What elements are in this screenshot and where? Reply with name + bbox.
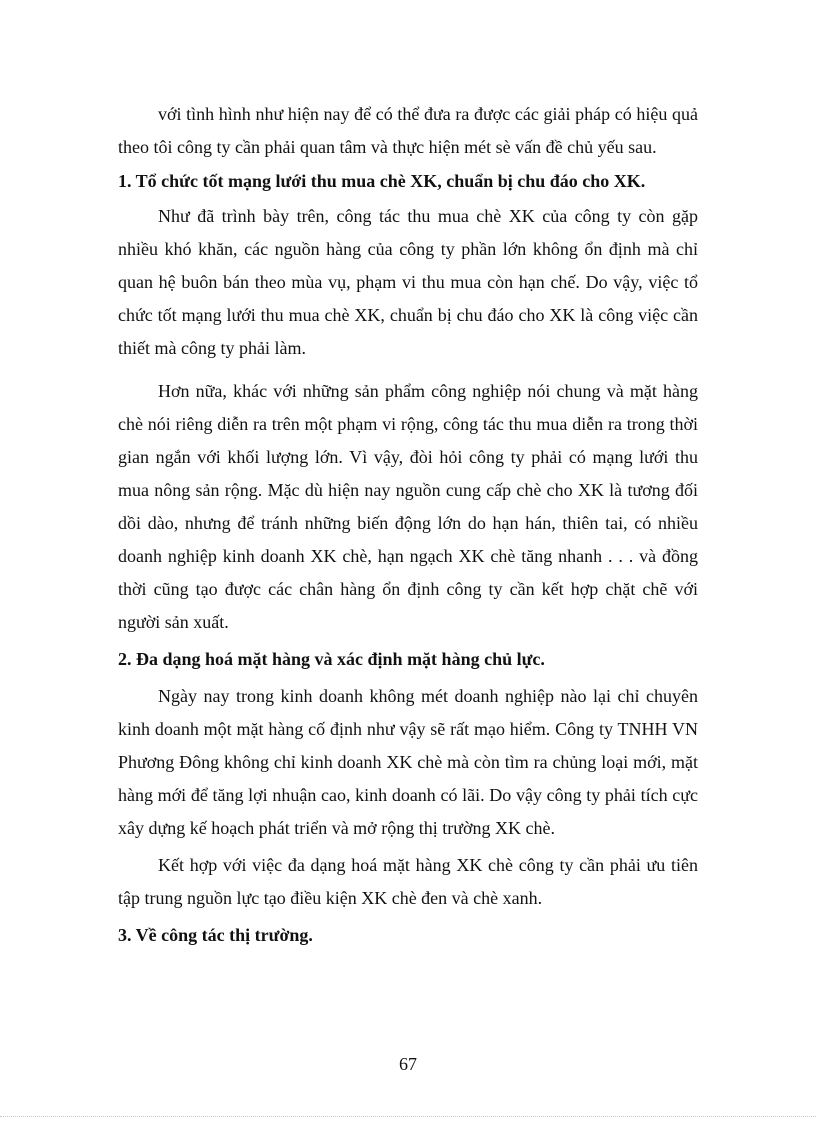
paragraph-priority-products: Kết hợp với việc đa dạng hoá mặt hàng XK chè công ty cần phải ưu tiên tập trung nguồn lực tạo điều kiện XK chè đen và chè xanh. [118,855,698,908]
section-heading-1: 1. Tổ chức tốt mạng lưới thu mua chè XK, chuẩn bị chu đáo cho XK. [118,171,646,191]
paragraph-intro: với tình hình như hiện nay để có thể đưa ra được các giải pháp có hiệu quả theo tôi công ty cần phải quan tâm và thực hiện mét sè vấn đề chủ yếu sau. [118,104,698,157]
paragraph-diversification: Ngày nay trong kinh doanh không mét doanh nghiệp nào lại chỉ chuyên kinh doanh một mặt hàng cố định như vậy sẽ rất mạo hiểm. Công ty TNHH VN Phương Đông không chỉ kinh doanh XK chè mà còn tìm ra chủng loại mới, mặt hàng mới để tăng lợi nhuận cao, kinh doanh có lãi. Do vậy công ty phải tích cực xây dựng kế hoạch phát triển và mở rộng thị trường XK chè. [118,686,698,838]
page-bottom-divider [0,1116,816,1117]
paragraph-purchasing-network: Như đã trình bày trên, công tác thu mua chè XK của công ty còn gặp nhiều khó khăn, các nguồn hàng của công ty phần lớn không ổn định mà chỉ quan hệ buôn bán theo mùa vụ, phạm vi thu mua còn hạn chế. Do vậy, việc tổ chức tốt mạng lưới thu mua chè XK, chuẩn bị chu đáo cho XK là công việc cần thiết mà công ty phải làm. [118,206,698,358]
section-heading-2: 2. Đa dạng hoá mặt hàng và xác định mặt hàng chủ lực. [118,649,545,669]
page-number: 67 [399,1054,417,1074]
page-body [118,98,698,952]
paragraph-purchasing-scope: Hơn nữa, khác với những sản phẩm công nghiệp nói chung và mặt hàng chè nói riêng diễn ra trên một phạm vi rộng, công tác thu mua diễn ra trong thời gian ngắn với khối lượng lớn. Vì vậy, đòi hỏi công ty phải có mạng lưới thu mua nông sản rộng. Mặc dù hiện nay nguồn cung cấp chè cho XK là tương đối dồi dào, nhưng để tránh những biến động lớn do hạn hán, thiên tai, có nhiều doanh nghiệp kinh doanh XK chè, hạn ngạch XK chè tăng nhanh . . . và đồng thời cũng tạo được các chân hàng ổn định công ty cần kết hợp chặt chẽ với người sản xuất. [118,381,698,632]
section-heading-3: 3. Về công tác thị trường. [118,925,313,945]
